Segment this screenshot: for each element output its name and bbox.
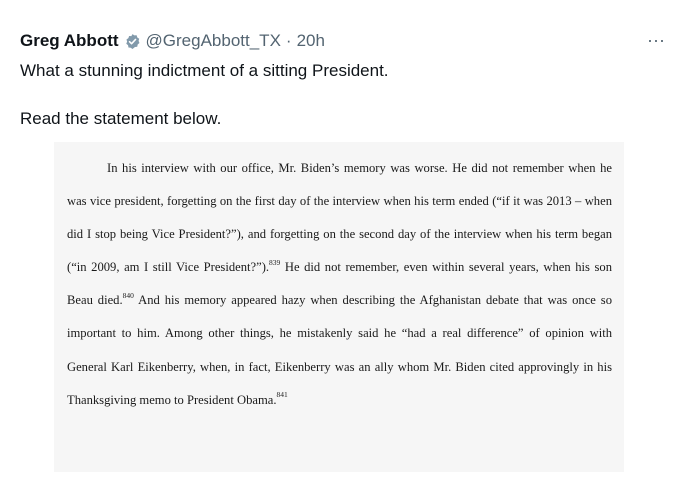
footnote-839: 839 [269, 258, 281, 268]
statement-paragraph [67, 152, 612, 417]
more-options-icon[interactable]: ··· [647, 30, 665, 50]
statement-document [67, 152, 612, 417]
author-name[interactable]: Greg Abbott [20, 31, 119, 50]
tweet-image[interactable] [54, 142, 624, 472]
statement-text-1: In his interview with our office, Mr. Biden’s memory was worse. He did not remember when he was vice president, forgetting on the first day of the interview when his term ended (“if it was 2013 – when did I stop being Vice President?”), and forgetting on the second day of the interview when his term began (“in 2009, am I still Vice President?”). [67, 161, 612, 275]
header-separator: · [285, 31, 292, 50]
verified-badge-icon [124, 33, 141, 50]
statement-text-3: And his memory appeared hazy when describing the Afghanistan debate that was once so important to him. Among other things, he mistakenly said he “had a real difference” of opinion with General Karl Eikenberry, when, in fact, Eikenberry was an ally whom Mr. Biden cited approvingly in his Thanksgiving memo to President Obama. [67, 293, 612, 407]
tweet-header [20, 30, 325, 52]
statement-text-2: He did not remember, even within several years, when his son Beau died. [67, 260, 613, 308]
footnote-841: 841 [276, 390, 288, 400]
tweet-timestamp[interactable]: 20h [296, 31, 325, 50]
footnote-840: 840 [122, 291, 134, 301]
tweet-text-line-2: Read the statement below. [20, 109, 222, 128]
tweet-text-line-1: What a stunning indictment of a sitting President. [20, 61, 389, 80]
author-handle[interactable]: @GregAbbott_TX [145, 31, 281, 50]
